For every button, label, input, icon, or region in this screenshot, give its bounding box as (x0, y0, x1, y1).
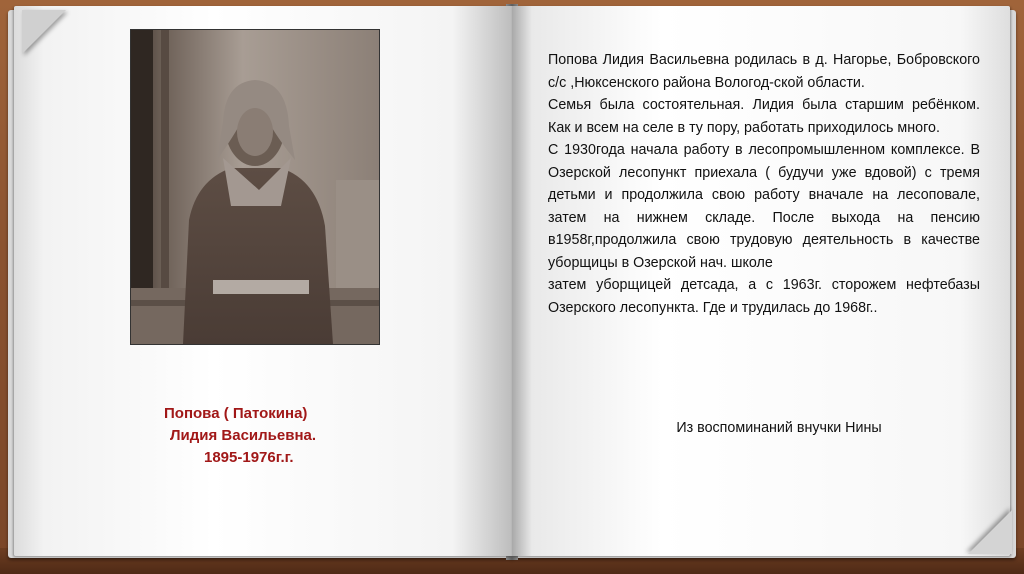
biography-paragraph: Попова Лидия Васильевна родилась в д. Нагорье, Бобровского с/с ,Нюксенского района Вологод-ской области. (548, 52, 980, 91)
portrait-photo (130, 29, 380, 345)
caption-given-name-line: Лидия Васильевна. (170, 427, 317, 444)
biography-paragraph: затем уборщицей детсада, а с 1963г. сторожем нефтебазы Озерского лесопункта. Где и трудилась до 1968г.. (548, 277, 980, 316)
photo-caption (150, 403, 360, 469)
biography-paragraph: Семья была состоятельная. Лидия была старшим ребёнком. Как и всем на селе в ту пору, работать приходилось много. (548, 97, 980, 136)
biography-text (548, 49, 980, 319)
page-curl-bottom-right (968, 510, 1012, 554)
caption-years-line: 1895-1976г.г. (204, 449, 294, 466)
caption-name-line: Попова ( Патокина) (164, 405, 308, 422)
page-curl-top-left (22, 10, 66, 54)
biography-paragraph: С 1930года начала работу в лесопромышленном комплексе. В Озерской лесопункт приехала ( будучи уже вдовой) с тремя детьми и продолжила свою работу вначале на лесоповале, затем на нижнем складе. После выхода на пенсию в1958г,продолжила свою трудовую деятельность в качестве уборщицы в Озерской нач. школе (548, 142, 980, 271)
memoir-credit: Из воспоминаний внучки Нины (676, 420, 882, 436)
